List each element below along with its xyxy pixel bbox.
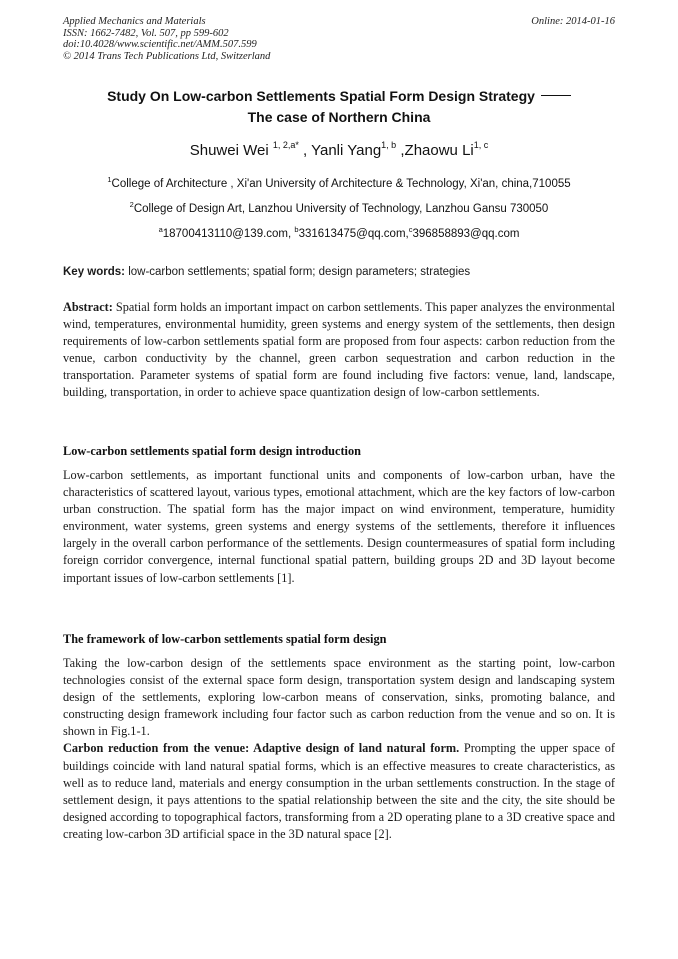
section-2-text: Taking the low-carbon design of the settlements space environment as the starting point, low-carbon technologies consist of the external space form design, transportation system design and landscaping system design of the settlements, exploring low-carbon means of conservation, sinks, promoting balance, and constructing design framework including four factor such as carbon reduction from the venue and so on. It is shown in Fig.1-1. xyxy=(63,656,615,739)
email-a: 18700413110@139.com, xyxy=(162,228,295,240)
title-line-1: Study On Low-carbon Settlements Spatial Form Design Strategy xyxy=(107,88,535,104)
author-separator: , xyxy=(396,142,405,159)
keywords-text: low-carbon settlements; spatial form; design parameters; strategies xyxy=(125,266,471,278)
section-2-heading: The framework of low-carbon settlements spatial form design xyxy=(63,632,387,646)
subsection-label: Carbon reduction from the venue: Adaptive design of land natural form. xyxy=(63,741,460,756)
affiliation-2-text: College of Design Art, Lanzhou University of Technology, Lanzhou Gansu 730050 xyxy=(133,203,549,215)
author-2-affiliation: 1, b xyxy=(381,140,397,150)
subsection-text: Prompting the upper space of buildings coincide with land natural spatial forms, which is an effective measures to create characteristics, as well as to reduce land, materials and energy consumption in the urban settlements construction. In the stage of settlement design, it pays attentions to the spatial relationship between the site and the city, the site should be designed according to topographical factors, transforming from a 2D operating plane to a 3D creative space and creating low-carbon 3D artificial space in the 3D natural space [2]. xyxy=(63,741,615,841)
email-c-marker: c xyxy=(408,225,413,234)
section-1-paragraph: Low-carbon settlements, as important functional units and components of low-carbon urban, have the characteristics of scattered layout, various types, emotional attachment, which are the key factors of low-carbon urban construction. The spatial form has the major impact on wind environment, temperature, humidity environment, water systems, green systems and energy systems of the settlements, therefore it influences largely in the overall carbon performance of the settlements. Design countermeasures of spatial form including foreign corridor convergence, internal functional spatial pattern, building groups 2D and 3D layout become important issues of low-carbon settlements [1]. xyxy=(63,468,615,585)
affiliation-2 xyxy=(30,202,648,217)
affiliation-1-marker: 1 xyxy=(107,175,112,184)
online-date: Online: 2014-01-16 xyxy=(531,16,615,27)
paper-title xyxy=(40,86,638,128)
author-1-affiliation: 1, 2,a* xyxy=(272,140,299,150)
doi-line: doi:10.4028/www.scientific.net/AMM.507.599 xyxy=(63,39,257,50)
section-1-heading: Low-carbon settlements spatial form design introduction xyxy=(63,444,361,458)
affiliation-1 xyxy=(30,177,648,192)
affiliation-2-marker: 2 xyxy=(129,200,134,209)
author-3-affiliation: 1, c xyxy=(473,140,489,150)
email-c: 396858893@qq.com xyxy=(412,228,520,240)
journal-metadata xyxy=(63,16,270,62)
abstract-label: Abstract: xyxy=(63,300,113,314)
issn-line: ISSN: 1662-7482, Vol. 507, pp 599-602 xyxy=(63,27,229,39)
email-b-marker: b xyxy=(294,225,299,234)
keywords xyxy=(63,265,470,280)
author-3-name: Zhaowu Li xyxy=(404,142,474,159)
author-separator: , xyxy=(298,142,312,159)
keywords-label: Key words: xyxy=(63,266,125,278)
author-list xyxy=(40,140,638,162)
title-line-2: The case of Northern China xyxy=(247,109,431,125)
abstract-paragraph xyxy=(63,299,615,402)
email-b: 331613475@qq.com, xyxy=(298,228,409,240)
copyright-line: © 2014 Trans Tech Publications Ltd, Switzerland xyxy=(63,50,271,62)
author-2-name: Yanli Yang xyxy=(311,142,382,159)
affiliation-1-text: College of Architecture , Xi'an University of Architecture & Technology, Xi'an, china,710055 xyxy=(111,178,571,190)
abstract-text: Spatial form holds an important impact on carbon settlements. This paper analyzes the environmental wind, temperatures, environmental humidity, green systems and energy system of the settlements, then design requirements of low-carbon settlements spatial form are proposed from four aspects: carbon reduction from the venue, carbon conductivity by the channel, green carbon sequestration and carbon reduction in the transportation. Parameter systems of spatial form are found including five factors: venue, land, landscape, building, transportation, in order to achieve space quantization design of low-carbon settlements. xyxy=(63,300,615,400)
title-dash xyxy=(541,95,571,96)
email-line xyxy=(30,227,648,242)
section-2-paragraph xyxy=(63,655,615,843)
email-a-marker: a xyxy=(158,225,163,234)
author-1-name: Shuwei Wei xyxy=(189,142,269,159)
journal-name: Applied Mechanics and Materials xyxy=(63,16,206,27)
